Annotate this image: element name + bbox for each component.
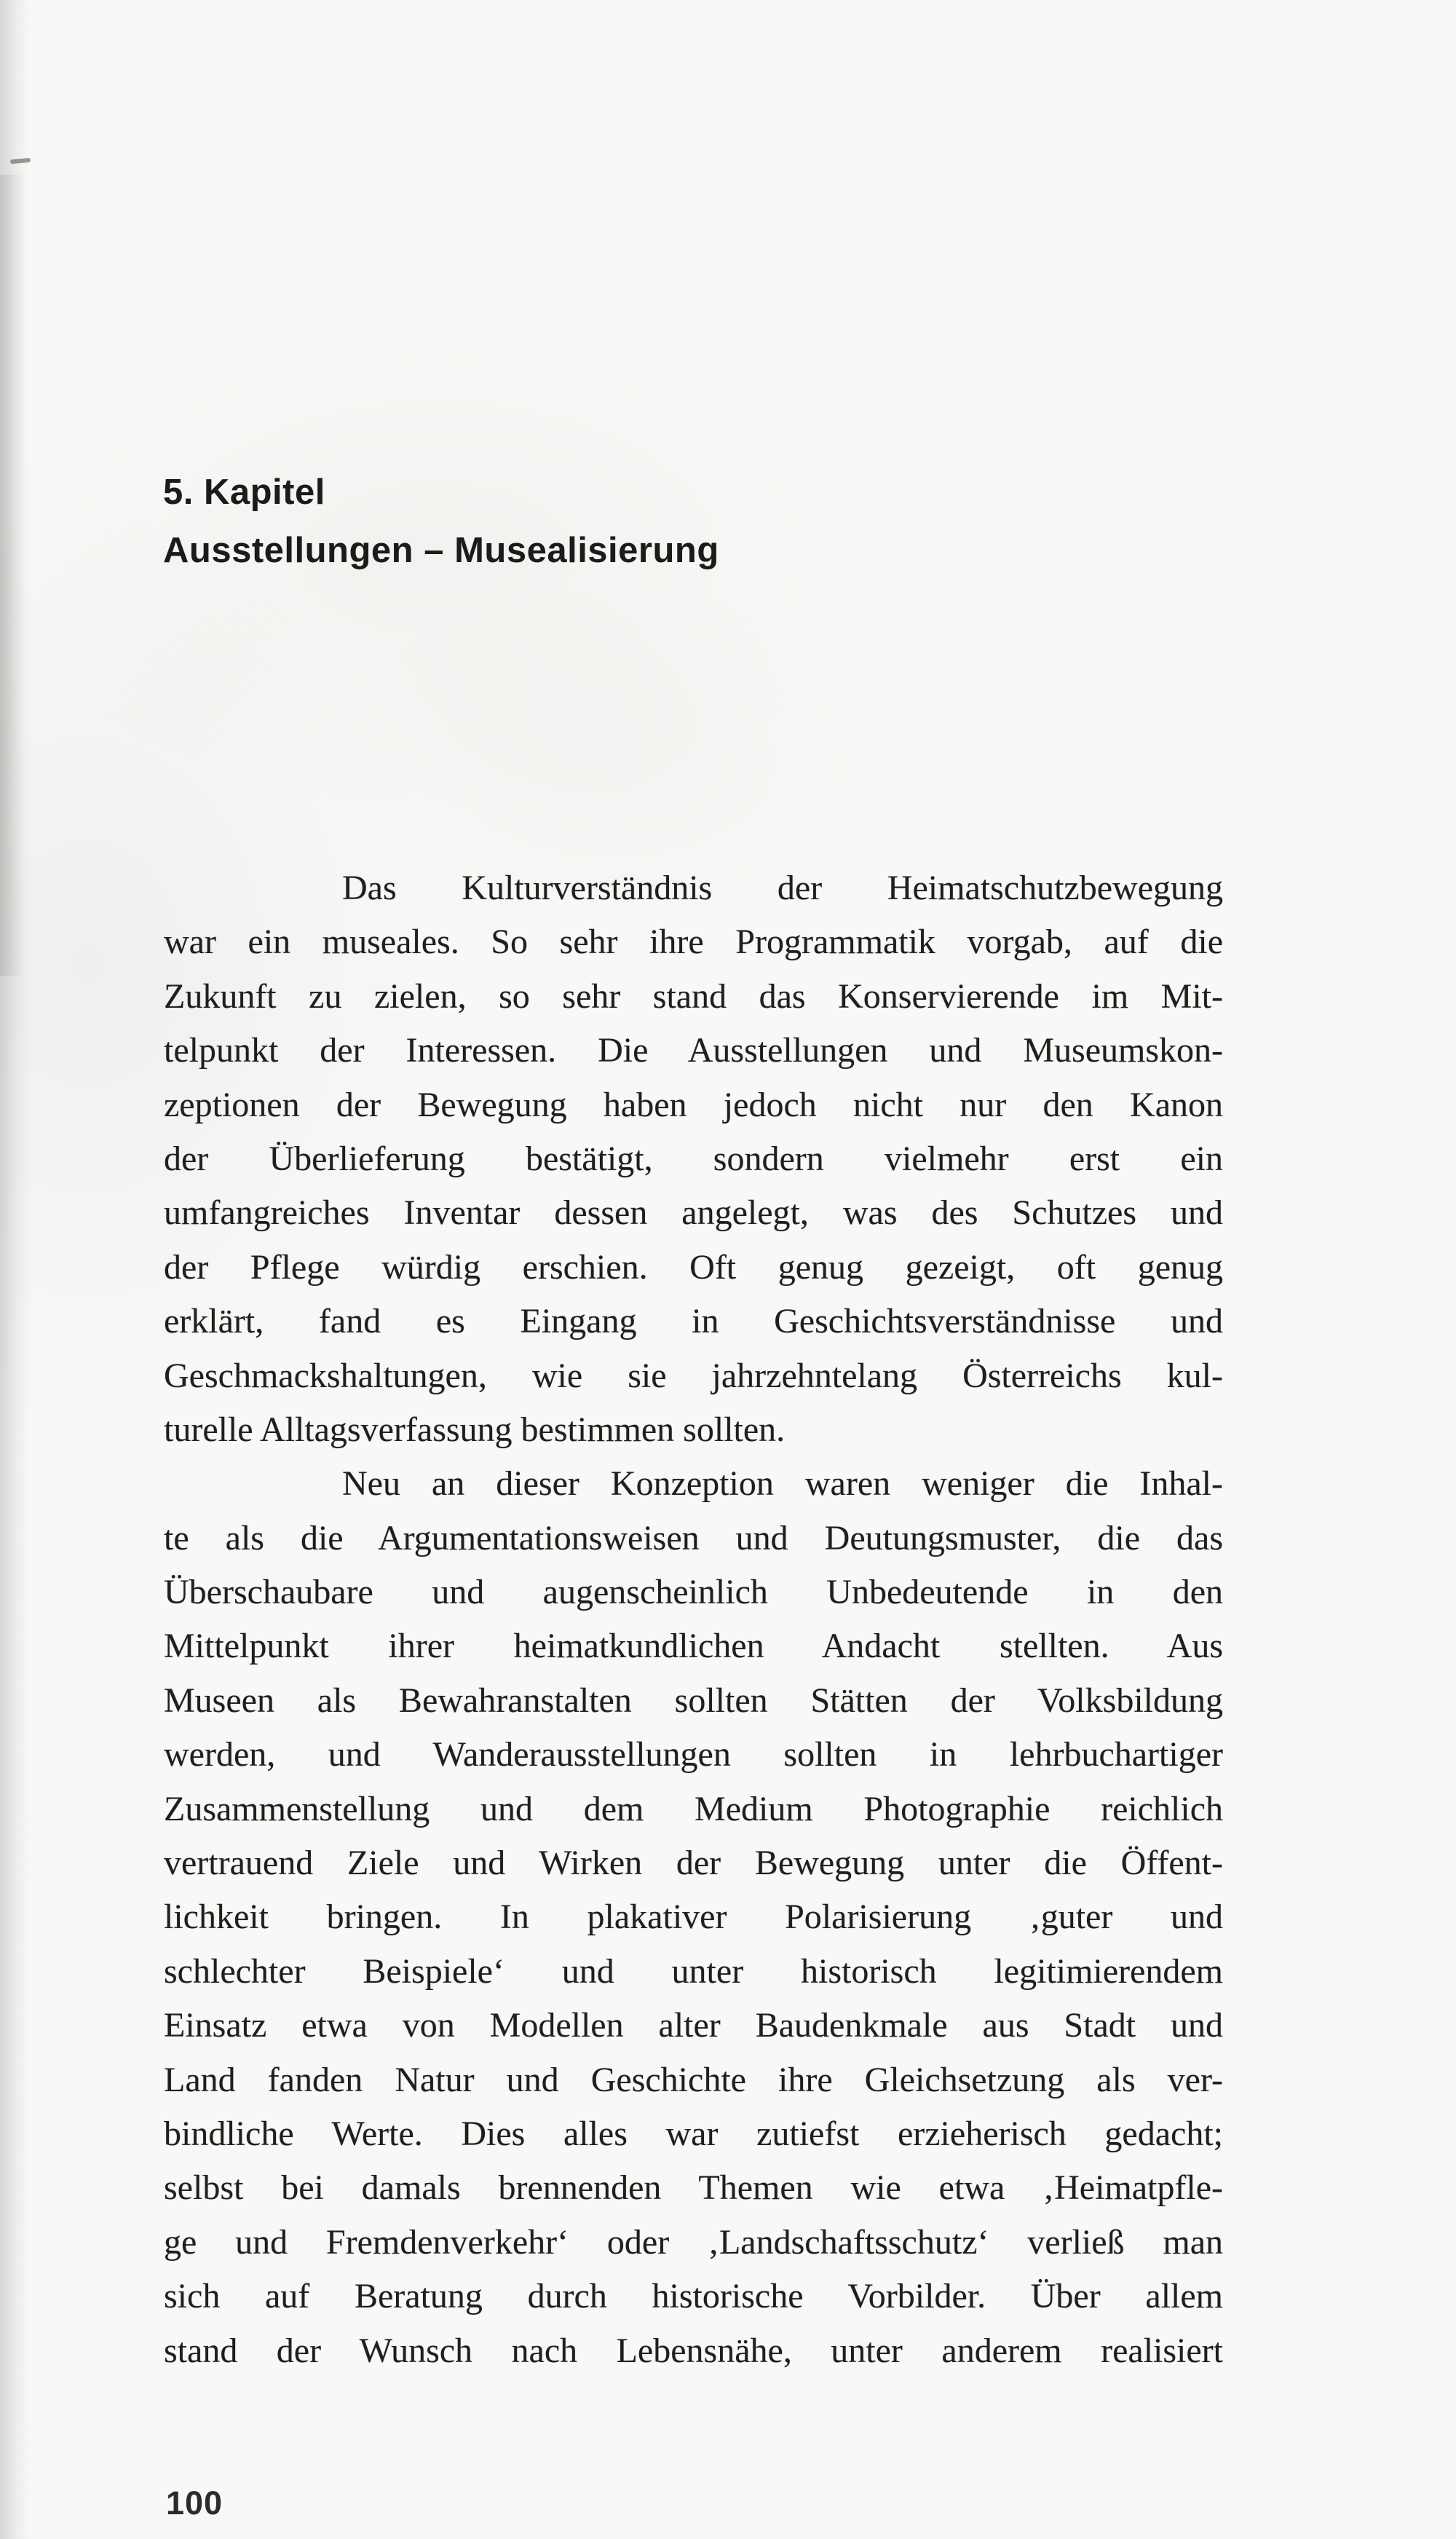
body-text bbox=[164, 861, 1223, 2378]
text-line: Neu an dieser Konzeption waren weniger die Inhal- bbox=[342, 1464, 1223, 1504]
text-line: stand der Wunsch nach Lebensnähe, unter anderem realisiert bbox=[164, 2331, 1223, 2370]
page-number: 100 bbox=[166, 2484, 223, 2522]
text-line: der Pflege würdig erschien. Oft genug gezeigt, oft genug bbox=[164, 1247, 1223, 1287]
text-line: war ein museales. So sehr ihre Programmatik vorgab, auf die bbox=[164, 923, 1223, 962]
text-line: te als die Argumentationsweisen und Deutungsmuster, die das bbox=[164, 1518, 1223, 1557]
text-line: Land fanden Natur und Geschichte ihre Gleichsetzung als ver- bbox=[164, 2060, 1223, 2099]
text-line: telpunkt der Interessen. Die Ausstellungen und Museumskon- bbox=[164, 1031, 1223, 1070]
text-line: Zusammenstellung und dem Medium Photographie reichlich bbox=[164, 1789, 1223, 1828]
text-line: Das Kulturverständnis der Heimatschutzbewegung bbox=[342, 869, 1223, 907]
text-line: lichkeit bringen. In plakativer Polarisierung ‚guter und bbox=[164, 1898, 1223, 1937]
text-line: umfangreiches Inventar dessen angelegt, was des Schutzes und bbox=[164, 1193, 1223, 1233]
scan-edge-shadow-upper bbox=[0, 175, 25, 976]
paragraph-1 bbox=[164, 861, 1223, 1457]
text-line: vertrauend Ziele und Wirken der Bewegung unter die Öffent- bbox=[164, 1844, 1223, 1883]
text-line: Geschmackshaltungen, wie sie jahrzehntelang Österreichs kul- bbox=[164, 1356, 1223, 1395]
text-line: Überschaubare und augenscheinlich Unbedeutende in den bbox=[164, 1573, 1223, 1612]
text-line: Mittelpunkt ihrer heimatkundlichen Andacht stellten. Aus bbox=[164, 1627, 1223, 1666]
chapter-number: 5. Kapitel bbox=[163, 473, 325, 512]
text-line: Einsatz etwa von Modellen alter Baudenkmale aus Stadt und bbox=[164, 2006, 1223, 2045]
text-line: Zukunft zu zielen, so sehr stand das Konservierende im Mit- bbox=[164, 976, 1223, 1016]
text-line: Museen als Bewahranstalten sollten Stätten der Volksbildung bbox=[164, 1681, 1223, 1720]
text-line: der Überlieferung bestätigt, sondern vielmehr erst ein bbox=[164, 1139, 1223, 1178]
chapter-title: Ausstellungen – Musealisierung bbox=[163, 531, 719, 570]
paragraph-2 bbox=[164, 1457, 1223, 2378]
chapter-heading bbox=[163, 463, 719, 580]
text-line: turelle Alltagsverfassung bestimmen sollten. bbox=[164, 1410, 786, 1449]
text-line: selbst bei damals brennenden Themen wie etwa ‚Heimatpfle- bbox=[164, 2168, 1223, 2208]
text-line: erklärt, fand es Eingang in Geschichtsverständnisse und bbox=[164, 1302, 1223, 1341]
text-line: zeptionen der Bewegung haben jedoch nicht nur den Kanon bbox=[164, 1085, 1223, 1124]
text-line: werden, und Wanderausstellungen sollten in lehrbuchartiger bbox=[164, 1735, 1223, 1774]
text-line: sich auf Beratung durch historische Vorbilder. Über allem bbox=[164, 2277, 1223, 2316]
text-line: ge und Fremdenverkehr‘ oder ‚Landschaftsschutz‘ verließ man bbox=[164, 2222, 1223, 2262]
text-line: bindliche Werte. Dies alles war zutiefst erzieherisch gedacht; bbox=[164, 2114, 1223, 2153]
text-line: schlechter Beispiele‘ und unter historisch legitimierendem bbox=[164, 1951, 1223, 1991]
